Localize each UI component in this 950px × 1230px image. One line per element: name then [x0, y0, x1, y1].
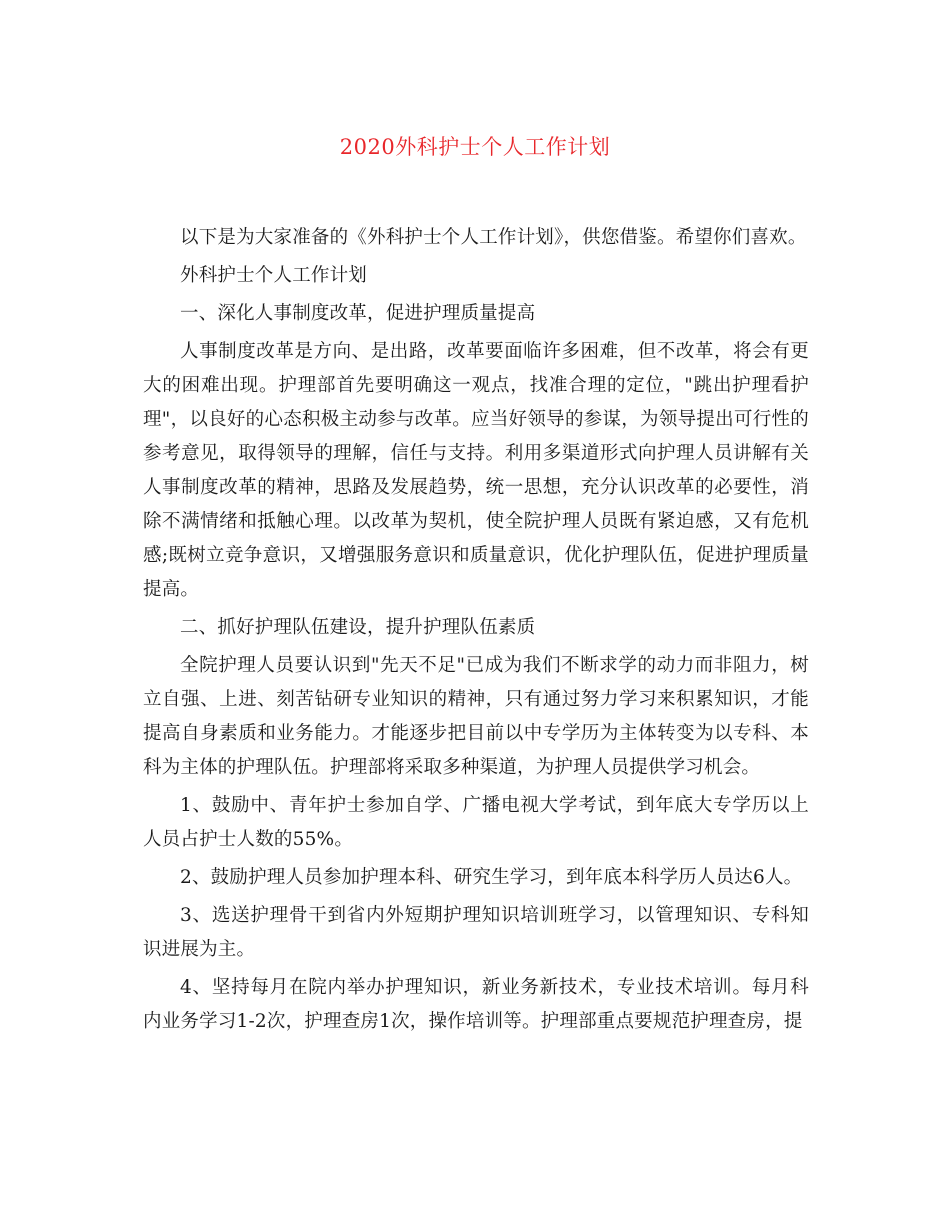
- intro-paragraph: 以下是为大家准备的《外科护士个人工作计划》，供您借鉴。希望你们喜欢。: [180, 227, 807, 248]
- document-title: 2020外科护士个人工作计划: [339, 135, 611, 159]
- section-1-paragraph: 人事制度改革是方向、是出路，改革要面临许多困难，但不改革，将会有更大的困难出现。护理部首先要明确这一观点，找准合理的定位，"跳出护理看护理"，以良好的心态积极主动参与改革。应当好领导的参谋，为领导提出可行性的参考意见，取得领导的理解，信任与支持。利用多渠道形式向护理人员讲解有关人事制度改革的精神，思路及发展趋势，统一思想，充分认识改革的必要性，消除不满情绪和抵触心理。以改革为契机，使全院护理人员既有紧迫感，又有危机感;既树立竞争意识，又增强服务意识和质量意识，优化护理队伍，促进护理质量提高。: [143, 341, 809, 600]
- plan-heading: 外科护士个人工作计划: [180, 265, 368, 286]
- list-item-4: 4、坚持每月在院内举办护理知识，新业务新技术，专业技术培训。每月科内业务学习1-2次，护理查房1次，操作培训等。护理部重点要规范护理查房，提: [143, 977, 809, 1032]
- section-2-paragraph: 全院护理人员要认识到"先天不足"已成为我们不断求学的动力而非阻力，树立自强、上进、刻苦钻研专业知识的精神，只有通过努力学习来积累知识，才能提高自身素质和业务能力。才能逐步把目前以中专学历为主体转变为以专科、本科为主体的护理队伍。护理部将采取多种渠道，为护理人员提供学习机会。: [143, 655, 809, 778]
- list-item-1: 1、鼓励中、青年护士参加自学、广播电视大学考试，到年底大专学历以上人员占护士人数的55%。: [143, 795, 809, 850]
- section-heading-1: 一、深化人事制度改革，促进护理质量提高: [180, 303, 536, 324]
- document-body: [143, 221, 809, 1043]
- list-item-2: 2、鼓励护理人员参加护理本科、研究生学习，到年底本科学历人员达6人。: [180, 867, 803, 888]
- list-item-3: 3、选送护理骨干到省内外短期护理知识培训班学习，以管理知识、专科知识进展为主。: [143, 905, 809, 960]
- section-heading-2: 二、抓好护理队伍建设，提升护理队伍素质: [180, 617, 536, 638]
